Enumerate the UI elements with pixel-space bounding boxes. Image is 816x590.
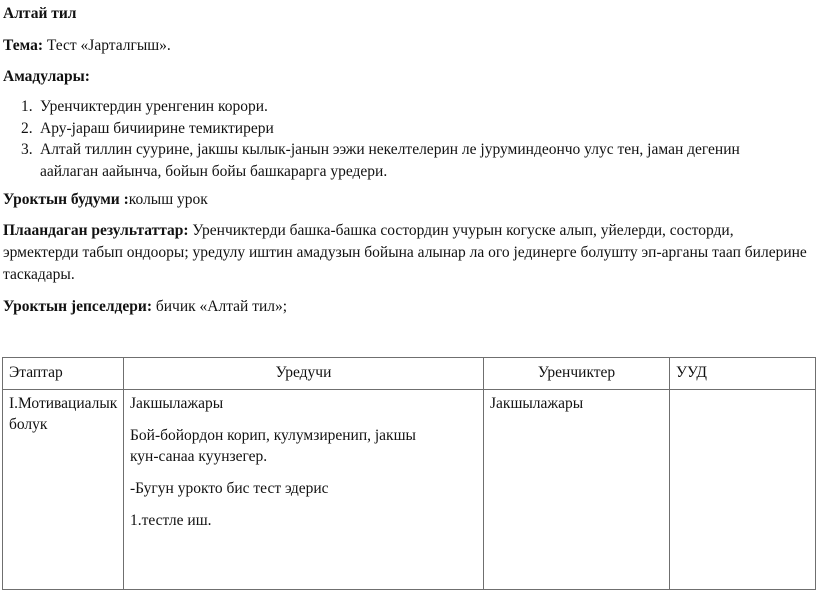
topic-label: Тема: [3, 37, 43, 54]
table-header-row [3, 358, 816, 390]
equipment-value: бичик «Алтай тил»; [151, 298, 288, 315]
topic-value: Тест «Јарталгыш». [43, 37, 171, 54]
goals-list [0, 96, 740, 182]
planned-results-line-1: Уренчиктерди башка-башка состордин учурын когуске алып, уйелерди, состорди, [188, 222, 734, 239]
goal-number: 1. [21, 98, 33, 115]
planned-results [3, 220, 816, 286]
goal-text: Ару-јараш бичиирине темиктирери [40, 119, 274, 137]
teacher-text-3: -Бугун урокто бис тест эдерис [130, 480, 329, 497]
header-students: Уренчиктер [484, 358, 670, 390]
cell-stage: I.Мотивациалык болук [3, 390, 124, 590]
teacher-text-4: 1.тестле иш. [130, 512, 212, 529]
cell-students [484, 390, 670, 590]
cell-teacher [124, 390, 484, 590]
header-stages: Этаптар [3, 358, 124, 390]
goal-number: 3. [21, 141, 33, 158]
goal-text: Уренчиктердин уренгенин корори. [40, 98, 268, 115]
goals-heading: Амадулары: [3, 68, 90, 85]
planned-results-label: Плаандаган результаттар: [3, 222, 189, 239]
goal-item-1 [0, 96, 740, 118]
header-teacher: Уредучи [124, 358, 484, 390]
equipment-label: Уроктын јепселдери: [3, 298, 152, 315]
planned-results-line-2: эрмектерди табып ондооры; уредулу иштин амадузын бойына алынар ла ого јединерге болушту эп-арганы таап билерине [3, 244, 807, 261]
teacher-text-1: Јакшылажары [130, 395, 224, 412]
subject-title: Алтай тил [3, 5, 77, 22]
lesson-plan-table [2, 357, 816, 590]
goal-number: 2. [21, 119, 33, 137]
topic-line [3, 35, 816, 56]
goal-text-line-2: аайлаган аайынча, бойын бойы башкаpарга уредери. [40, 162, 388, 180]
cell-uud [670, 390, 816, 590]
planned-results-line-3: таскадары. [3, 266, 75, 283]
header-uud: УУД [670, 358, 816, 390]
students-text-1: Јакшылажары [490, 395, 584, 412]
goal-item-3 [0, 139, 740, 182]
goal-text-line-1: Алтай тиллин суурине, јакшы кылык-јанын ээжи некелтелерин ле јуруминдеончо улус тен, јаман дегенин [40, 141, 740, 158]
goal-item-2 [0, 118, 740, 140]
lesson-type-line [3, 189, 816, 210]
table-row [3, 390, 816, 590]
lesson-type-value: колыш урок [128, 191, 208, 208]
equipment-line [3, 296, 816, 317]
lesson-type-label: Уроктын будуми : [3, 191, 129, 208]
teacher-text-2: Бой-бойордон корип, кулумзиренип, јакшы кун-санаа куунзегер. [130, 427, 416, 465]
